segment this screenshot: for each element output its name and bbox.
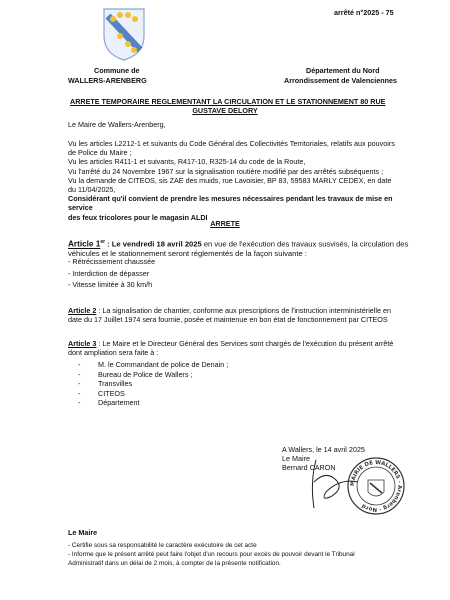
- considerant-line: des feux tricolores pour le magasin ALDI: [68, 212, 208, 222]
- svg-text:MAIRIE DE WALLERS · Arenberg ·: [350, 460, 402, 512]
- arrete-number: arrêté n°2025 - 75: [334, 8, 394, 17]
- footer-line: - Informe que le présent arrêté peut faire l'objet d'un recours pour excès de pouvoir devant le Tribunal: [68, 551, 355, 558]
- recipients-list: [78, 360, 228, 408]
- footer-title: Le Maire: [68, 528, 98, 537]
- article-2-text: date du 17 Juillet 1974 sera fournie, posée et maintenue en bon état de fonctionnement par CITEOS: [68, 315, 388, 325]
- article-1-text: véhicules et le stationnement seront réglementés de la façon suivante :: [68, 248, 307, 258]
- vu-articles-cgct: [68, 139, 416, 222]
- vu-line: du 11/04/2025,: [68, 185, 116, 195]
- article-1: [68, 238, 416, 258]
- article-3-text: : Le Maire et le Directeur Général des Services sont chargés de l'exécution du présent arrêté: [96, 339, 394, 348]
- list-item: - Transvilles: [78, 379, 133, 389]
- signature-place-date: A Wallers, le 14 avril 2025: [282, 445, 365, 454]
- document-title-line2: GUSTAVE DELORY: [192, 106, 258, 115]
- departement: Département du Nord: [306, 66, 380, 75]
- arrete-heading: ARRETE: [210, 219, 240, 228]
- vu-line: Vu l'arrêté du 24 Novembre 1967 sur la signalisation routière modifié par des arrêtés subséquents ;: [68, 166, 384, 176]
- article-1-label: Article 1: [68, 239, 101, 249]
- arrondissement: Arrondissement de Valenciennes: [284, 76, 398, 85]
- article-1-date: Le vendredi 18 avril 2025: [111, 239, 202, 249]
- article-3: [68, 339, 416, 357]
- list-item: - Interdiction de dépasser: [68, 268, 150, 278]
- list-item: - Bureau de Police de Wallers ;: [78, 369, 193, 379]
- article-3-label: Article 3: [68, 339, 97, 348]
- article-1-measures: [68, 257, 155, 290]
- vu-line: de Police du Maire ;: [68, 148, 132, 158]
- list-item: - Rétrécissement chaussée: [68, 257, 156, 266]
- signature-role: Le Maire: [282, 454, 310, 463]
- article-1-colon: :: [105, 239, 112, 249]
- considerant-line: Considérant qu'il convient de prendre les mesures nécessaires pendant les travaux de mise en service: [68, 194, 393, 213]
- list-item: - CITEOS: [78, 388, 125, 398]
- vu-line: Vu les articles R411-1 et suivants, R417-10, R325-14 du code de la Route,: [68, 157, 306, 167]
- article-1-sup: er: [100, 239, 106, 245]
- article-2-text: : La signalisation de chantier, conforme aux prescriptions de l'instruction interministérielle en: [96, 306, 391, 315]
- mayor-intro: Le Maire de Wallers-Arenberg,: [68, 120, 166, 129]
- list-item: - Département: [78, 398, 140, 408]
- article-3-text: dont ampliation sera faite à :: [68, 348, 159, 358]
- signature-name: Bernard CARON: [282, 463, 336, 472]
- coat-of-arms-icon: [100, 6, 148, 62]
- list-item: - Vitesse limitée à 30 km/h: [68, 280, 153, 290]
- commune-label: Commune de: [94, 66, 140, 75]
- commune-name: WALLERS-ARENBERG: [68, 76, 147, 85]
- document-title-line1: ARRETE TEMPORAIRE REGLEMENTANT LA CIRCULATION ET LE STATIONNEMENT 80 RUE: [70, 97, 386, 106]
- stamp-text: MAIRIE DE WALLERS · Arenberg · Nord: [349, 459, 403, 513]
- vu-line: Vu la demande de CITEOS, sis ZAE des muids, rue Lavoisier, BP 83, 59583 MARLY CEDEX, en date: [68, 175, 392, 185]
- footer-line: Administratif dans un délai de 2 mois, à compter de la présente notification.: [68, 560, 281, 567]
- article-2-label: Article 2: [68, 306, 97, 315]
- official-stamp: [346, 456, 406, 516]
- footer-line: - Certifie sous sa responsabilité le caractère exécutoire de cet acte: [68, 542, 257, 549]
- article-1-text: en vue de l'exécution des travaux susvisés, la circulation des: [201, 239, 409, 249]
- article-2: [68, 306, 416, 324]
- list-item: - M. le Commandant de police de Denain ;: [78, 360, 229, 369]
- vu-line: Vu les articles L2212-1 et suivants du Code Général des Collectivités Territoriales, relatifs aux pouvoirs: [68, 139, 395, 148]
